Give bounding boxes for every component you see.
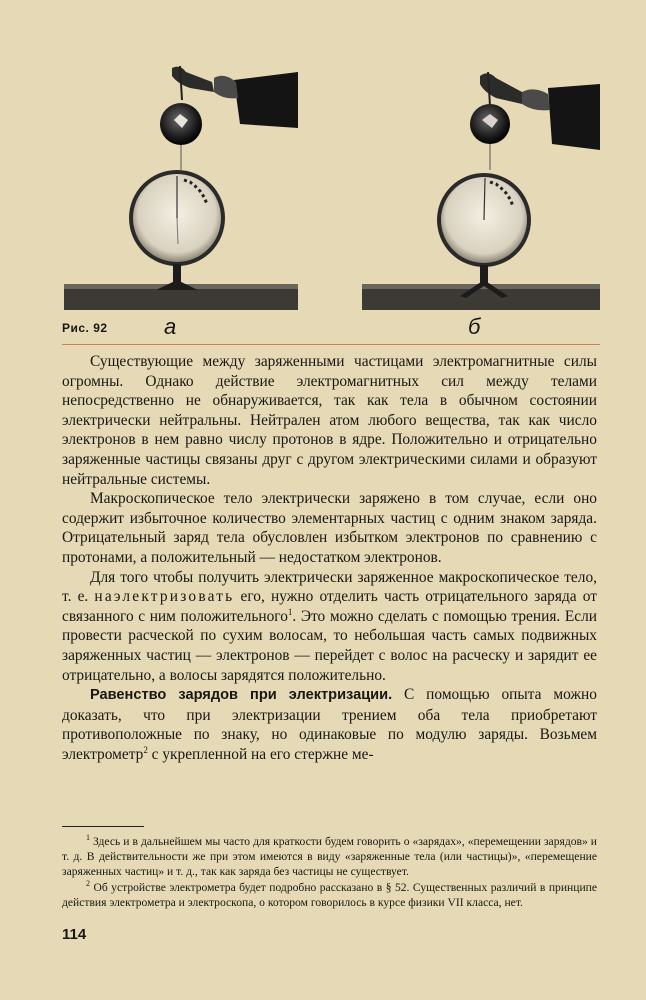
figure-92	[64, 58, 600, 318]
electrometer-photos	[64, 58, 600, 318]
footnote-ref-1: 1	[287, 606, 293, 617]
footnote-1	[62, 834, 597, 880]
body-text	[62, 352, 597, 764]
figure-sublabel-a: а	[164, 314, 177, 339]
paragraph-4-part-a: С помощью опыта можно доказать, что при электризации трением оба тела приобретают противоположные по знаку, но одинаковые по модулю заряды. Возьмем электрометр	[62, 686, 597, 763]
paragraph-1: Существующие между заряженными частицами электромагнитные силы огромны. Однако действие электромагнитных сил между телами непосредственно не обнаруживается, так как тела в обычном состоянии электрически нейтральны. Нейтрален атом любого вещества, так как число электронов в нем равно числу протонов в ядре. Положительно и отрицательно заряженные частицы связаны друг с другом электрическими силами и образуют нейтральные системы.	[62, 353, 597, 488]
figure-divider	[62, 344, 600, 345]
paragraph-2: Макроскопическое тело электрически заряжено в том случае, если оно содержит избыточное количество элементарных частиц с одним знаком заряда. Отрицательный заряд тела обусловлен избытком электронов по сравнению с протонами, а положительный — недостатком электронов.	[62, 490, 597, 566]
paragraph-4-part-b: с укрепленной на его стержне ме-	[147, 745, 374, 763]
page-number: 114	[62, 926, 87, 943]
photo-a	[64, 66, 298, 310]
figure-number: Рис. 92	[62, 321, 108, 335]
section-heading-inline: Равенство зарядов при электризации.	[90, 687, 393, 704]
paragraph-4	[62, 685, 597, 764]
paragraph-3-part-a: Для того чтобы получить электрически заряженное макроскопическое тело, т. е.	[62, 568, 597, 606]
footnote-2	[62, 880, 597, 910]
paragraph-3-part-c: . Это можно сделать с помощью трения. Если провести расческой по сухим волосам, то небольшая часть самых подвижных заряженных частиц — электронов — перейдет с волос на расческу и зарядит ее отрицательно, а волосы зарядятся положительно.	[62, 607, 598, 684]
footnote-1-text: Здесь и в дальнейшем мы часто для краткости будем говорить о «зарядах», «перемещении зарядов» и т. д. В действительности же при этом имеются в виду «заряженные тела (или частицы)», «перемещение заряженных частиц» и т. д., так как заряда без частицы не существует.	[62, 835, 597, 879]
figure-sublabel-b: б	[468, 314, 481, 339]
footnote-2-text: Об устройстве электрометра будет подробно рассказано в § 52. Существенных различий в принципе действия электрометра и электроскопа, о котором говорилось в курсе физики VII класса, нет.	[62, 880, 597, 909]
footnotes	[62, 834, 597, 910]
footnote-1-mark: 1	[86, 833, 90, 843]
footnote-2-mark: 2	[86, 878, 90, 888]
footnote-divider	[62, 826, 144, 827]
spaced-term: наэлектризовать	[94, 588, 235, 606]
paragraph-3-part-b: его, нужно отделить часть отрицательного заряда от связанного с ним положительного	[62, 588, 597, 625]
footnote-ref-2: 2	[143, 744, 148, 755]
paragraph-3	[62, 568, 597, 686]
photo-b	[362, 72, 600, 310]
